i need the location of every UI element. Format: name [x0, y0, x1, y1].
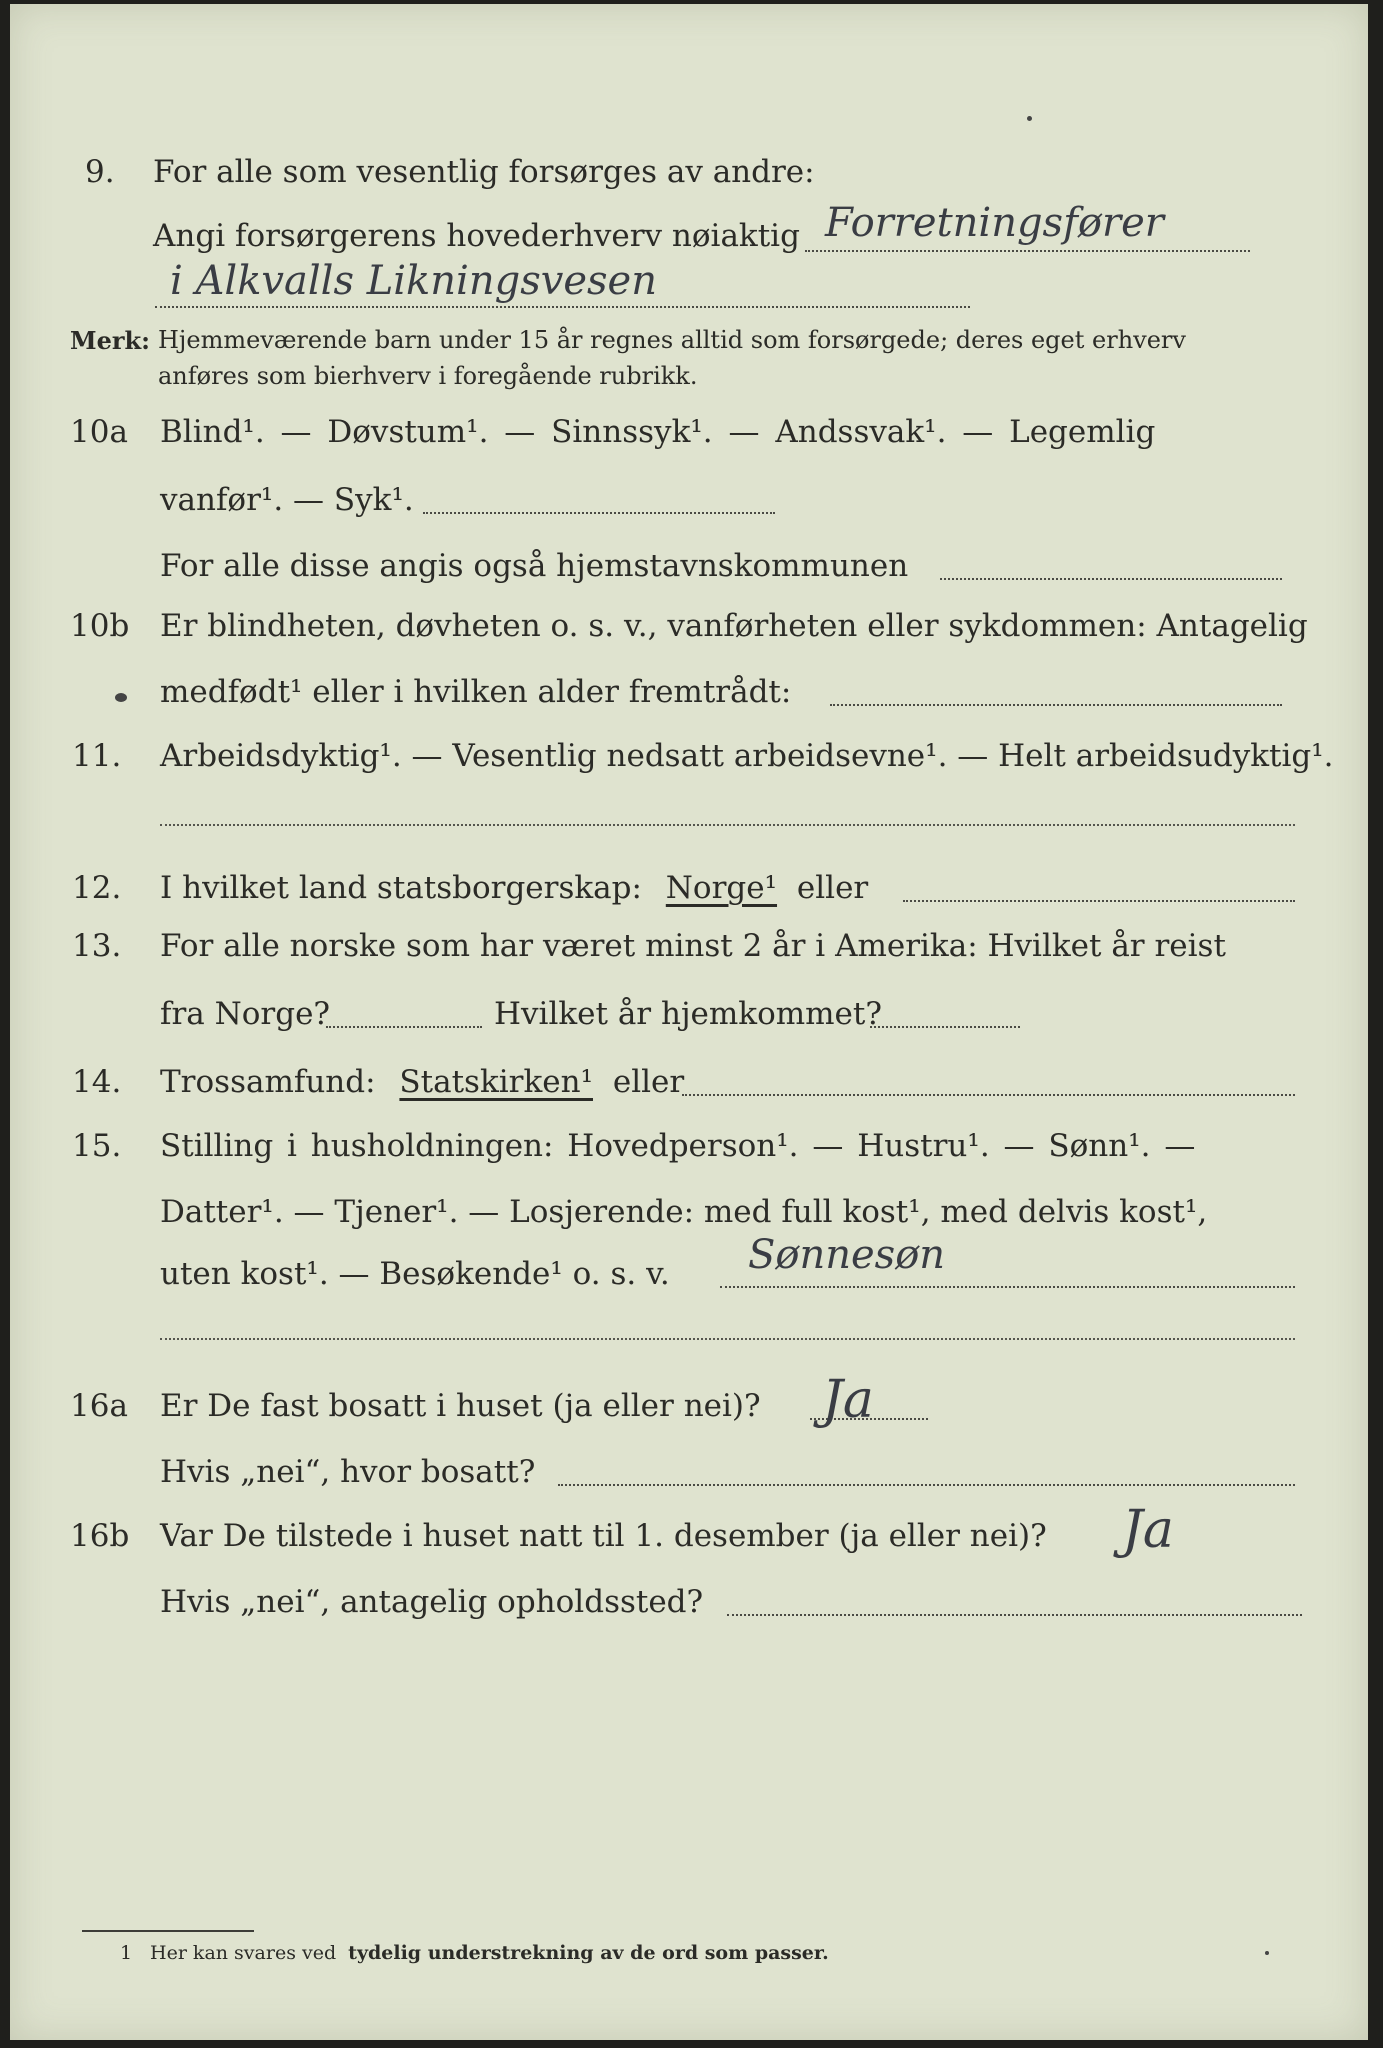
question-text: Datter¹. — Tjener¹. — Losjerende: med full kost¹, med delvis kost¹, [160, 1194, 1208, 1230]
ink-blot [115, 693, 127, 702]
question-number: 15. [72, 1128, 122, 1164]
merk-text: Hjemmeværende barn under 15 år regnes alltid som forsørgede; deres eget erhverv [158, 326, 1186, 354]
footnote-mark: 1 [120, 1942, 133, 1964]
question-number: 12. [72, 870, 122, 906]
question-text: Er blindheten, døvheten o. s. v., vanførheten eller sykdommen: Antagelig [160, 608, 1308, 644]
question-number: 11. [72, 738, 122, 774]
question-text: For alle norske som har været minst 2 år i Amerika: Hvilket år reist [160, 928, 1226, 964]
answer-line [682, 1094, 1295, 1096]
merk-label: Merk: [70, 326, 150, 355]
question-text-group [160, 1064, 684, 1100]
question-number: 14. [72, 1064, 122, 1100]
question-text: Stilling i husholdningen: Hovedperson¹. — Hustru¹. — Sønn¹. — [160, 1128, 1196, 1164]
question-text: uten kost¹. — Besøkende¹ o. s. v. [160, 1256, 670, 1292]
question-number: 10a [70, 414, 128, 450]
answer-line [940, 578, 1282, 580]
handwritten-answer: i Alkvalls Likningsvesen [170, 258, 657, 304]
merk-text: anføres som bierhverv i foregående rubrikk. [158, 362, 698, 390]
answer-line [830, 704, 1282, 706]
question-text: fra Norge? [160, 996, 331, 1032]
question-text: Angi forsørgerens hovederhverv nøiaktig [153, 218, 800, 254]
answer-line [160, 824, 1295, 826]
question-text: Trossamfund: [160, 1064, 376, 1100]
underlined-answer: Statskirken¹ [399, 1064, 593, 1100]
paper-speck [1265, 1951, 1269, 1955]
question-number: 16a [70, 1388, 128, 1424]
question-text-tail: eller [796, 870, 869, 906]
handwritten-answer: Ja [1122, 1500, 1174, 1560]
footnote-rule [82, 1930, 254, 1932]
answer-line [558, 1484, 1295, 1486]
answer-line [720, 1286, 1295, 1288]
answer-line [423, 512, 775, 514]
answer-line [160, 1338, 1295, 1340]
question-text: Blind¹. — Døvstum¹. — Sinnssyk¹. — Andssvak¹. — Legemlig [160, 414, 1156, 450]
question-text: Hvilket år hjemkommet? [494, 996, 882, 1032]
question-text: Var De tilstede i huset natt til 1. desember (ja eller nei)? [160, 1518, 1047, 1554]
question-number: 10b [70, 608, 130, 644]
answer-line [870, 1026, 1020, 1028]
census-form-page [10, 4, 1368, 2040]
footnote-bold-text: tydelig understrekning av de ord som passer. [348, 1942, 829, 1964]
answer-line [155, 306, 970, 308]
footnote-text: Her kan svares ved [150, 1942, 337, 1964]
question-text: Er De fast bosatt i huset (ja eller nei)? [160, 1388, 761, 1424]
question-text: vanfør¹. — Syk¹. [160, 482, 414, 518]
question-text: I hvilket land statsborgerskap: [160, 870, 642, 906]
underlined-answer: Norge¹ [665, 870, 778, 906]
question-text: Arbeidsdyktig¹. — Vesentlig nedsatt arbeidsevne¹. — Helt arbeidsudyktig¹. [160, 738, 1334, 774]
question-number: 16b [70, 1518, 130, 1554]
question-text: For alle disse angis også hjemstavnskommunen [160, 548, 909, 584]
question-text: Hvis „nei“, hvor bosatt? [160, 1454, 536, 1490]
handwritten-answer: Forretningsfører [825, 200, 1164, 246]
handwritten-answer: Ja [822, 1370, 874, 1430]
question-text: Hvis „nei“, antagelig opholdssted? [160, 1584, 704, 1620]
footnote-text-group [150, 1942, 829, 1964]
question-number: 9. [85, 154, 115, 190]
question-text: medfødt¹ eller i hvilken alder fremtrådt: [160, 674, 792, 710]
answer-line [326, 1026, 482, 1028]
handwritten-answer: Sønnesøn [748, 1232, 946, 1278]
answer-line [727, 1614, 1302, 1616]
question-number: 13. [72, 928, 122, 964]
answer-line [805, 250, 1250, 252]
question-text-tail: eller [612, 1064, 685, 1100]
question-text-group [160, 870, 868, 906]
answer-line [903, 900, 1295, 902]
paper-speck [1027, 116, 1032, 121]
question-text: For alle som vesentlig forsørges av andre: [153, 154, 815, 190]
